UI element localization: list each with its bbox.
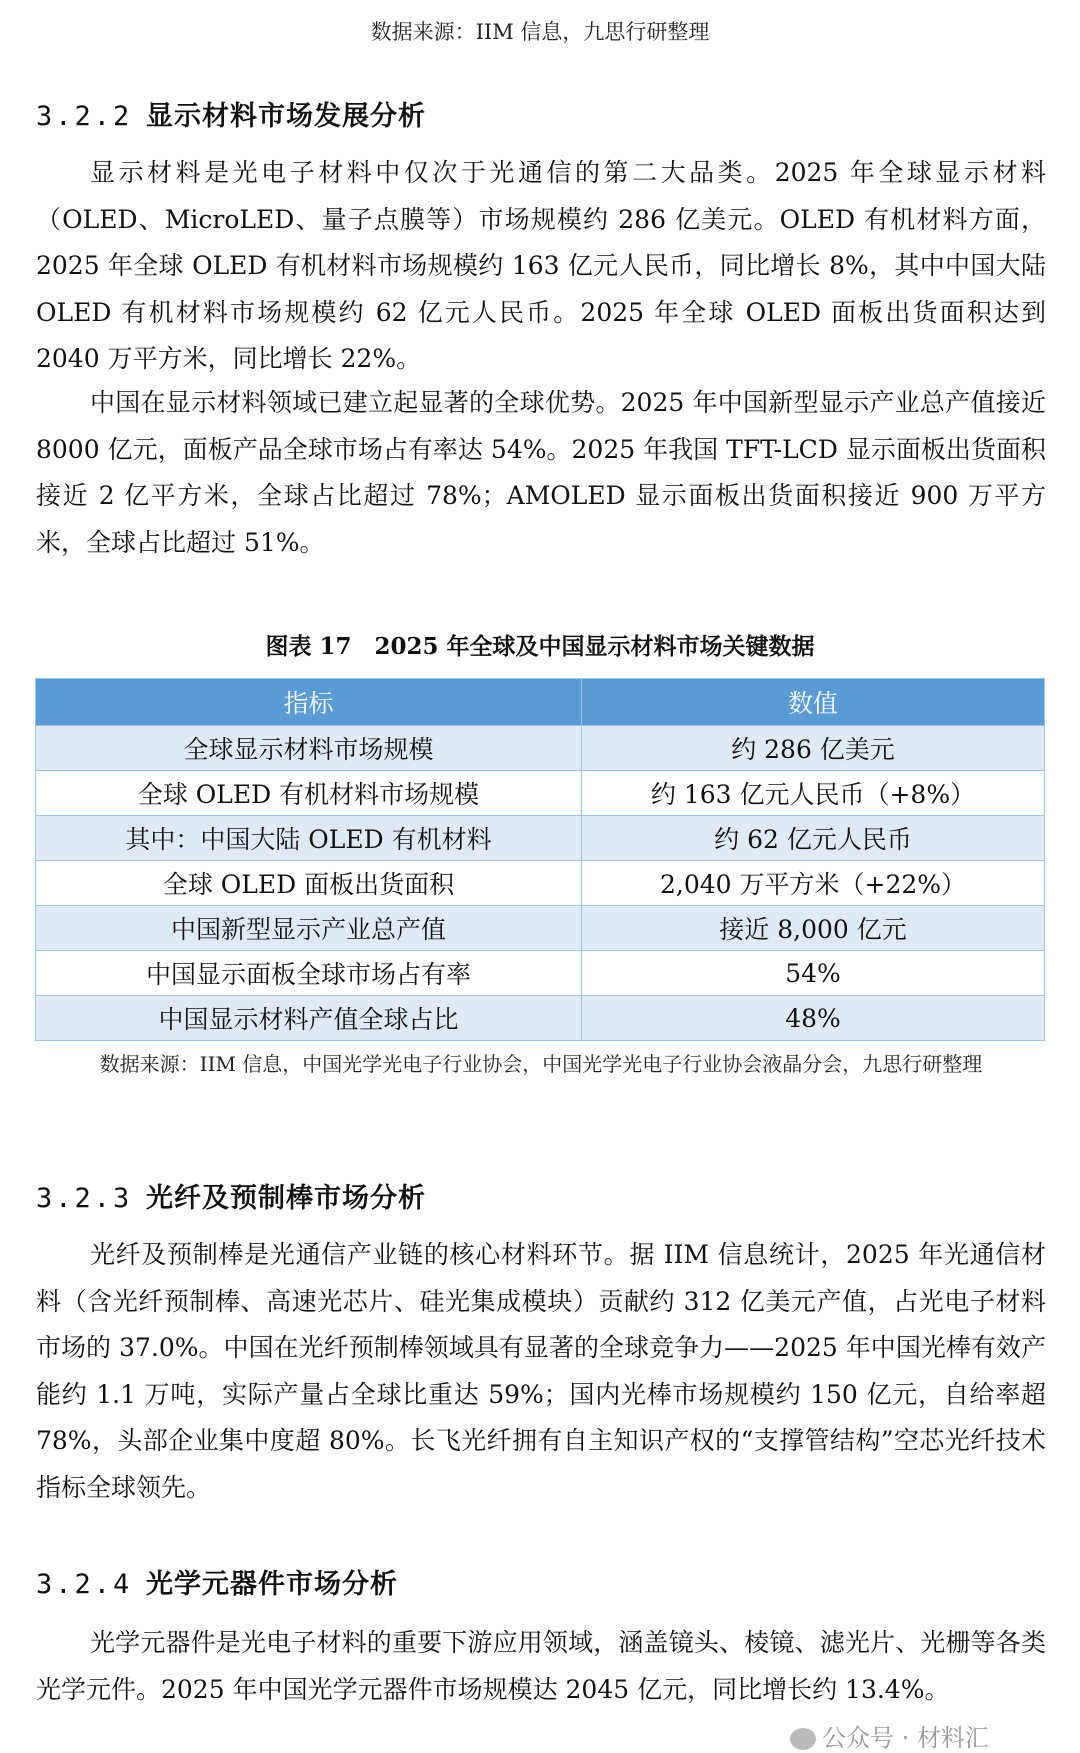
key-data-table <box>35 678 1045 1041</box>
paragraph-optical-fiber: 光纤及预制棒是光通信产业链的核心材料环节。据 IIM 信息统计，2025 年光通信材料（含光纤预制棒、高速光芯片、硅光集成模块）贡献约 312 亿美元产值，占光电子材料市场的 37.0%。中国在光纤预制棒领域具有显著的全球竞争力——2025 年中国光棒有效产能约 1.1 万吨，实际产量占全球比重达 59%；国内光棒市场规模约 150 亿元，自给率超 78%，头部企业集中度超 80%。长飞光纤拥有自主知识产权的“支撑管结构”空芯光纤技术指标全球领先。 <box>36 1240 1046 1502</box>
section-heading-3-2-3 <box>36 1176 426 1215</box>
section-number: 3.2.3 <box>36 1183 133 1214</box>
watermark-text: 公众号 · 材料汇 <box>822 1724 989 1752</box>
row-indicator: 中国新型显示产业总产值 <box>36 906 582 951</box>
row-value: 48% <box>582 996 1045 1041</box>
table-data-source: 数据来源：IIM 信息，中国光学光电子行业协会，中国光学光电子行业协会液晶分会，九思行研整理 <box>99 1052 983 1076</box>
section-title: 显示材料市场发展分析 <box>146 101 426 132</box>
row-value: 2,040 万平方米（+22%） <box>582 861 1045 906</box>
paragraph-optical-components: 光学元器件是光电子材料的重要下游应用领域，涵盖镜头、棱镜、滤光片、光栅等各类光学元件。2025 年中国光学元器件市场规模达 2045 亿元，同比增长约 13.4%。 <box>36 1628 1046 1704</box>
section-title: 光学元器件市场分析 <box>146 1569 398 1600</box>
header-indicator: 指标 <box>36 679 582 726</box>
row-indicator: 其中：中国大陆 OLED 有机材料 <box>36 816 582 861</box>
row-value: 接近 8,000 亿元 <box>582 906 1045 951</box>
table-row <box>36 771 1045 816</box>
section-heading-3-2-4 <box>36 1562 398 1601</box>
row-indicator: 中国显示面板全球市场占有率 <box>36 951 582 996</box>
table-row <box>36 906 1045 951</box>
row-value: 54% <box>582 951 1045 996</box>
row-value: 约 62 亿元人民币 <box>582 816 1045 861</box>
section-heading-3-2-2 <box>36 94 426 133</box>
header-value: 数值 <box>582 679 1045 726</box>
row-indicator: 中国显示材料产值全球占比 <box>36 996 582 1041</box>
table-row <box>36 996 1045 1041</box>
section-title: 光纤及预制棒市场分析 <box>146 1183 426 1214</box>
wechat-icon <box>790 1728 816 1750</box>
table-caption: 图表 17 2025 年全球及中国显示材料市场关键数据 <box>265 633 815 660</box>
section-number: 3.2.2 <box>36 101 133 132</box>
row-indicator: 全球 OLED 有机材料市场规模 <box>36 771 582 816</box>
row-value: 约 286 亿美元 <box>582 726 1045 771</box>
paragraph-display-materials-2: 中国在显示材料领域已建立起显著的全球优势。2025 年中国新型显示产业总产值接近 8000 亿元，面板产品全球市场占有率达 54%。2025 年我国 TFT-LCD 显示面板出货面积接近 2 亿平方米，全球占比超过 78%；AMOLED 显示面板出货面积接近 900 万平方米，全球占比超过 51%。 <box>36 388 1046 557</box>
table-row <box>36 816 1045 861</box>
table-header-row <box>36 679 1045 726</box>
row-value: 约 163 亿元人民币（+8%） <box>582 771 1045 816</box>
section-number: 3.2.4 <box>36 1569 133 1600</box>
watermark <box>790 1718 989 1753</box>
row-indicator: 全球显示材料市场规模 <box>36 726 582 771</box>
row-indicator: 全球 OLED 面板出货面积 <box>36 861 582 906</box>
table-row <box>36 861 1045 906</box>
table-row <box>36 726 1045 771</box>
top-data-source: 数据来源：IIM 信息，九思行研整理 <box>370 20 710 44</box>
table-row <box>36 951 1045 996</box>
paragraph-display-materials-1: 显示材料是光电子材料中仅次于光通信的第二大品类。2025 年全球显示材料（OLED、MicroLED、量子点膜等）市场规模约 286 亿美元。OLED 有机材料方面，2025 年全球 OLED 有机材料市场规模约 163 亿元人民币，同比增长 8%，其中中国大陆 OLED 有机材料市场规模约 62 亿元人民币。2025 年全球 OLED 面板出货面积达到 2040 万平方米，同比增长 22%。 <box>36 158 1046 373</box>
